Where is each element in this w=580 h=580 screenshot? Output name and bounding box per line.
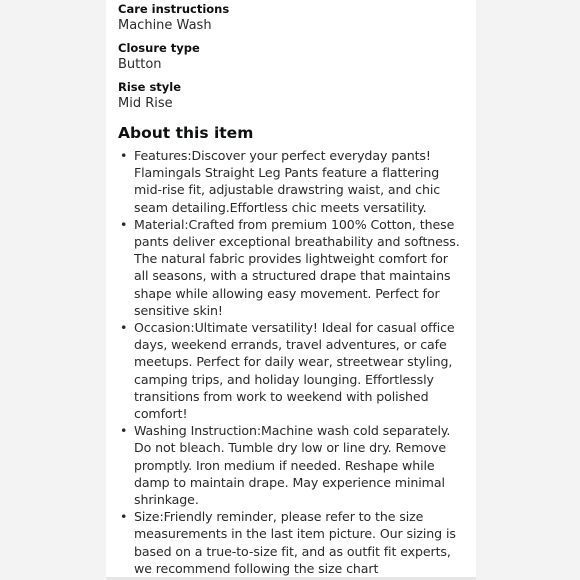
attribute-value: Button <box>118 57 162 72</box>
about-this-item-heading: About this item <box>118 124 254 142</box>
product-details-panel <box>106 0 476 580</box>
attribute-label: Care instructions <box>118 2 230 16</box>
bullet-occasion: • Occasion:Ultimate versatility! Ideal for casual office days, weekend errands, travel adventures, or cafe meetups. Perfect for daily wear, streetwear styling, camping trips, and holiday lounging. Effortlessly transitions from work to weekend with polished comfort! <box>134 319 463 422</box>
bullet-size: • Size:Friendly reminder, please refer to the size measurements in the last item picture. Our sizing is based on a true-to-size fit, and as outfit fit experts, we recommend following the size chart <box>134 508 463 577</box>
attribute-value: Mid Rise <box>118 96 173 111</box>
about-bullet-list <box>118 147 463 577</box>
bullet-features: • Features:Discover your perfect everyday pants! Flamingals Straight Leg Pants feature a flattering mid-rise fit, adjustable drawstring waist, and chic seam detailing.Effortless chic meets versatility. <box>134 147 463 216</box>
bullet-material: • Material:Crafted from premium 100% Cotton, these pants deliver exceptional breathability and softness. The natural fabric provides lightweight comfort for all seasons, with a structured drape that maintains shape while allowing easy movement. Perfect for sensitive skin! <box>134 216 463 319</box>
attribute-label: Rise style <box>118 80 182 94</box>
attribute-care-instructions <box>118 2 463 35</box>
product-details-content <box>118 0 463 577</box>
attribute-rise-style <box>118 80 463 113</box>
bullet-washing-instruction: • Washing Instruction:Machine wash cold separately. Do not bleach. Tumble dry low or line dry. Remove promptly. Iron medium if needed. Reshape while damp to maintain drape. May experience minimal shrinkage. <box>134 422 463 508</box>
attribute-label: Closure type <box>118 41 200 55</box>
attribute-closure-type <box>118 41 463 74</box>
attribute-value: Machine Wash <box>118 18 212 33</box>
